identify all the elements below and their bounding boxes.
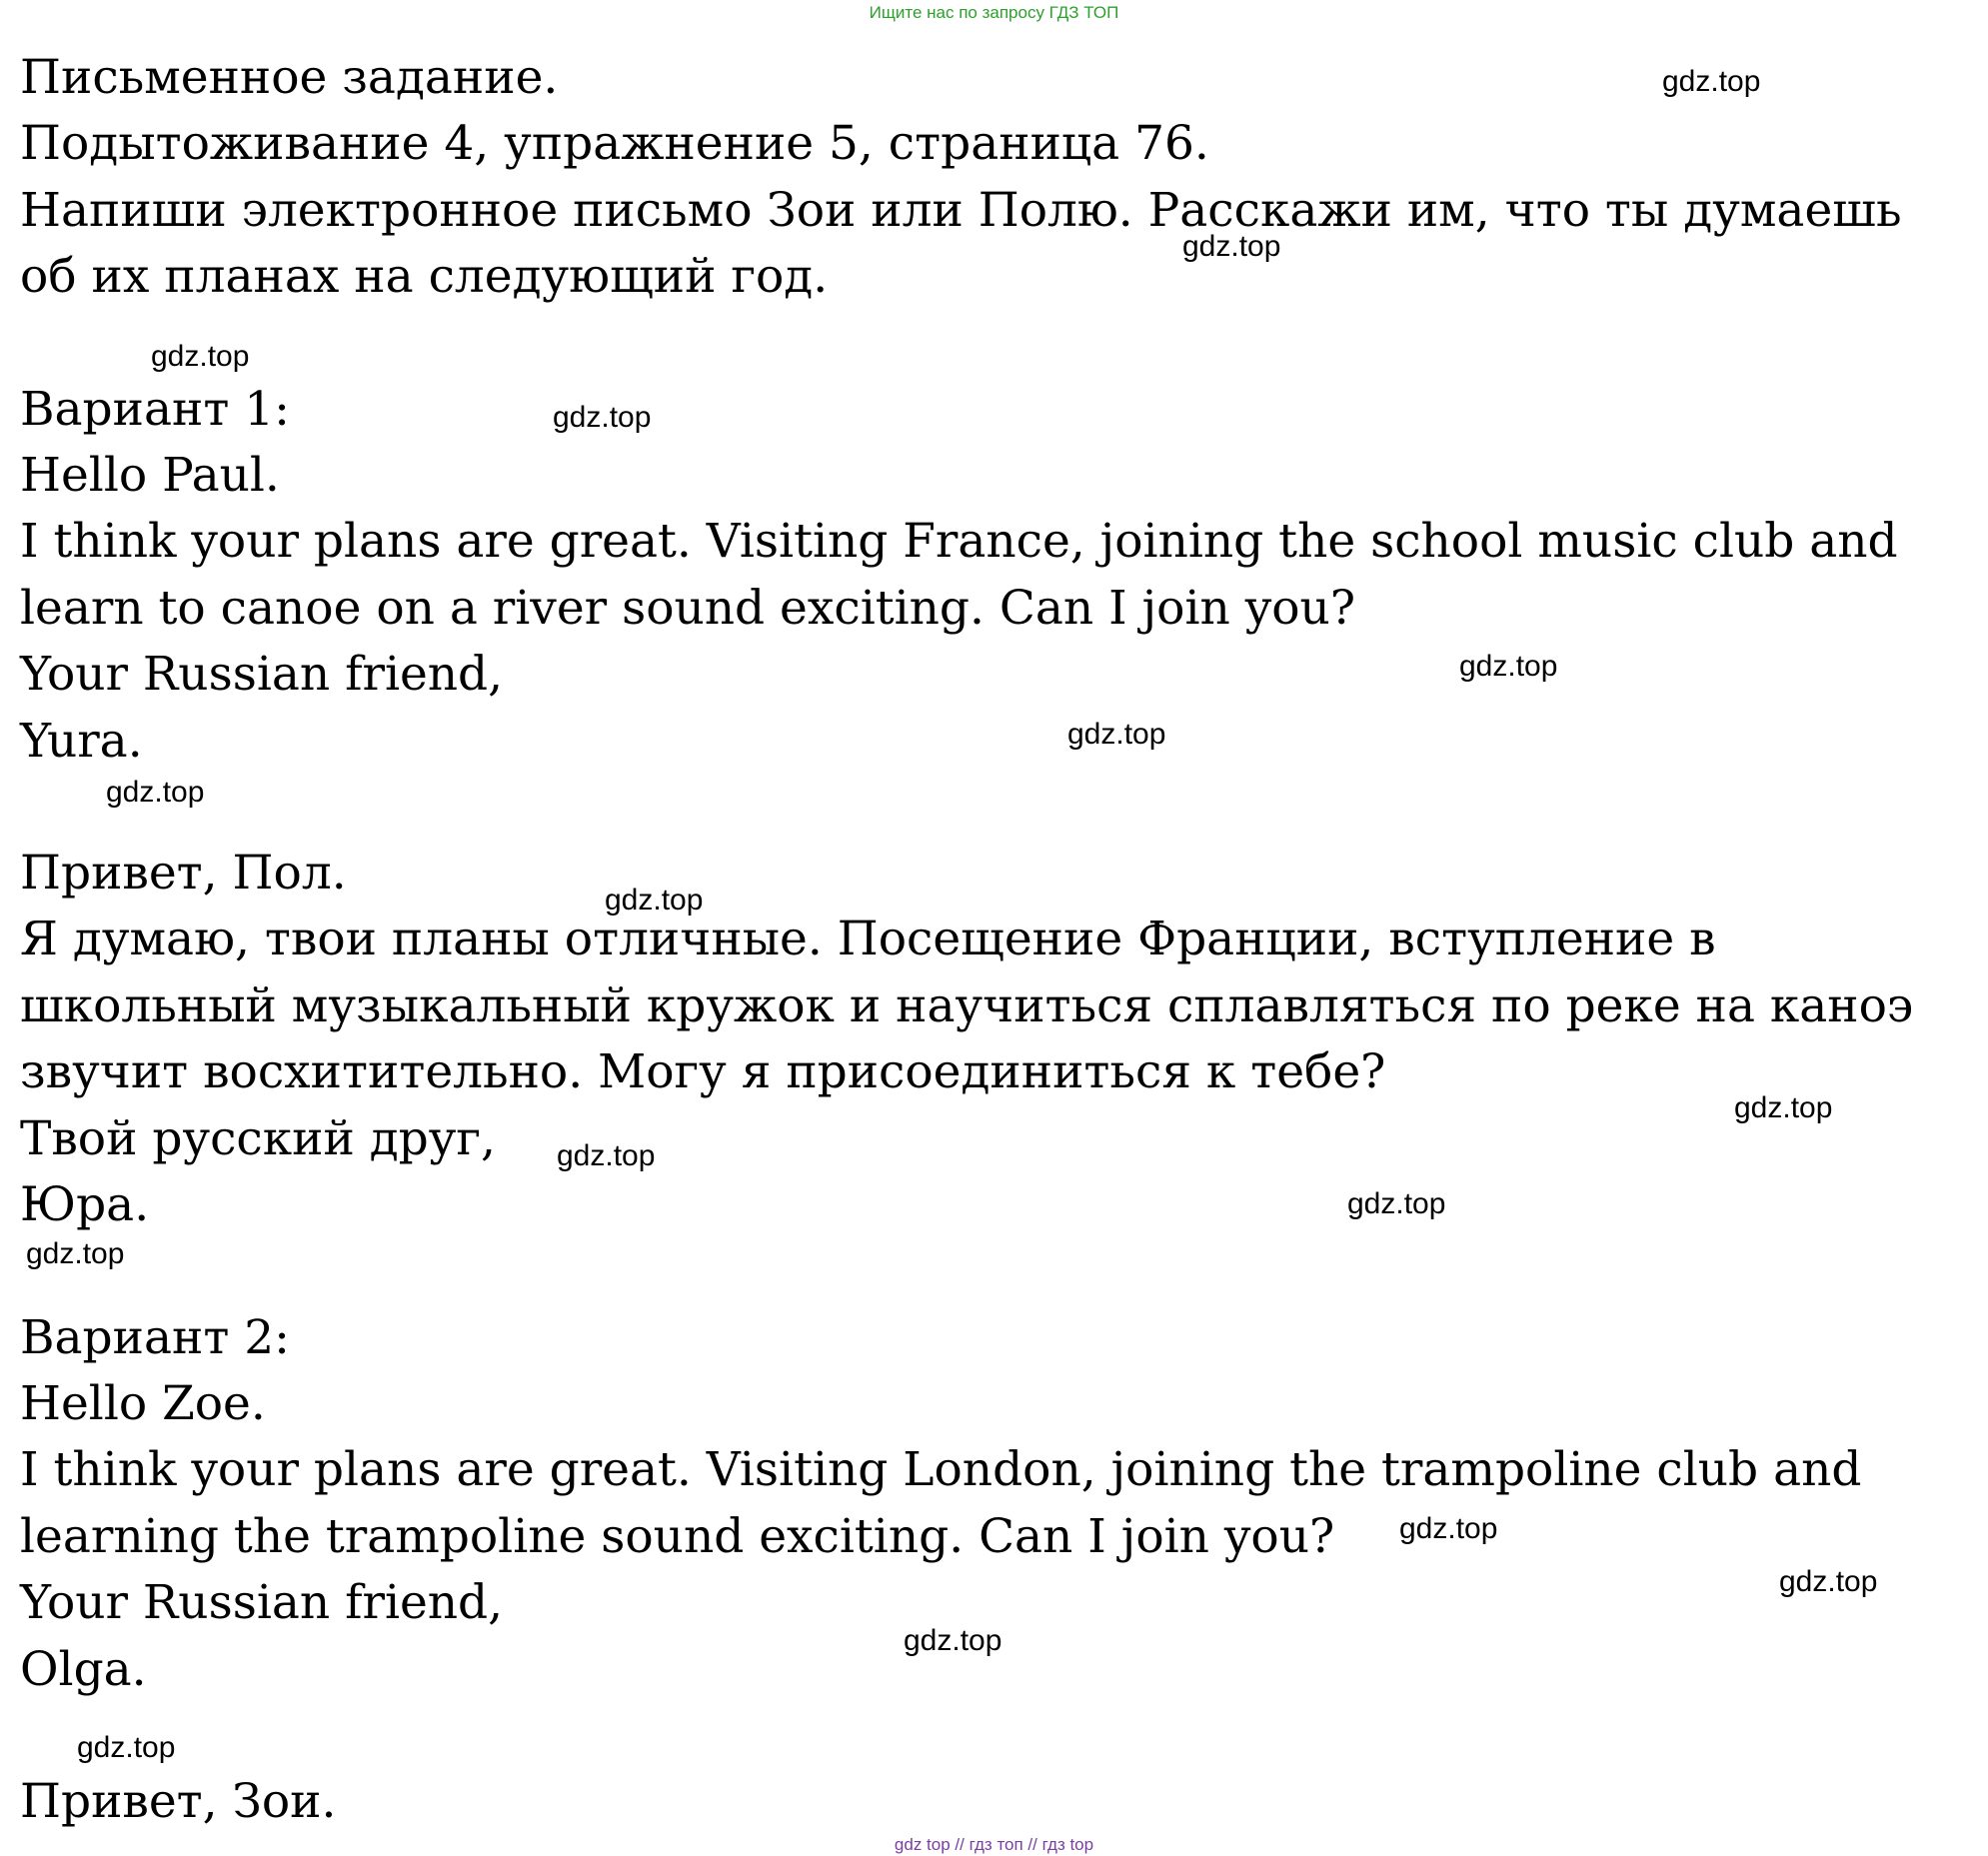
watermark: gdz.top <box>1347 1187 1446 1220</box>
variant1-en-greeting: Hello Paul. <box>20 448 280 504</box>
variant1-ru-closing: Твой русский друг, <box>20 1110 496 1166</box>
watermark: gdz.top <box>1067 718 1166 751</box>
watermark: gdz.top <box>1182 230 1281 263</box>
variant1-ru-signature: Юра. <box>20 1177 150 1233</box>
variant1-en-signature: Yura. <box>20 713 143 769</box>
watermark: gdz.top <box>106 776 205 809</box>
watermark: gdz.top <box>1459 650 1558 683</box>
variant2-en-greeting: Hello Zoe. <box>20 1375 266 1431</box>
task-title: Письменное задание. <box>20 50 559 105</box>
variant2-ru-greeting: Привет, Зои. <box>20 1773 337 1829</box>
variant2-en-signature: Olga. <box>20 1641 147 1697</box>
watermark: gdz.top <box>605 884 704 917</box>
watermark: gdz.top <box>1779 1565 1878 1598</box>
variant1-en-body: I think your plans are great. Visiting France, joining the school music club and learn to canoe on a river sound exciting. Can I join you? <box>20 514 1898 636</box>
watermark: gdz.top <box>1734 1091 1833 1124</box>
variant2-en-closing: Your Russian friend, <box>20 1575 504 1631</box>
footer-note: gdz top // гдз топ // гдз top <box>894 1835 1094 1854</box>
variant2-label: Вариант 2: <box>20 1309 290 1365</box>
variant1-label: Вариант 1: <box>20 381 290 437</box>
watermark: gdz.top <box>553 401 652 434</box>
spacer <box>20 775 1979 841</box>
variant1-en-closing: Your Russian friend, <box>20 647 504 703</box>
task-instruction: Напиши электронное письмо Зои или Полю. Расскажи им, что ты думаешь об их планах на следующий год. <box>20 182 1902 305</box>
variant1-ru-body: Я думаю, твои планы отличные. Посещение Франции, вступление в школьный музыкальный кружок и научиться сплавляться по реке на каноэ звучит восхитительно. Могу я присоединиться к тебе? <box>20 912 1914 1100</box>
watermark: gdz.top <box>1399 1512 1498 1545</box>
watermark: gdz.top <box>904 1624 1002 1657</box>
watermark: gdz.top <box>26 1237 125 1270</box>
task-reference: Подытоживание 4, упражнение 5, страница 76. <box>20 116 1209 172</box>
document-body <box>20 45 1979 1835</box>
header-note: Ищите нас по запросу ГДЗ ТОП <box>869 3 1119 22</box>
spacer <box>20 1239 1979 1305</box>
variant2-en-body: I think your plans are great. Visiting London, joining the trampoline club and learning the trampoline sound exciting. Can I join you? <box>20 1442 1862 1564</box>
spacer <box>20 1703 1979 1769</box>
watermark: gdz.top <box>151 340 250 373</box>
variant1-ru-greeting: Привет, Пол. <box>20 846 347 902</box>
watermark: gdz.top <box>557 1139 656 1172</box>
watermark: gdz.top <box>1662 65 1761 98</box>
watermark: gdz.top <box>77 1731 176 1764</box>
spacer <box>20 311 1979 377</box>
